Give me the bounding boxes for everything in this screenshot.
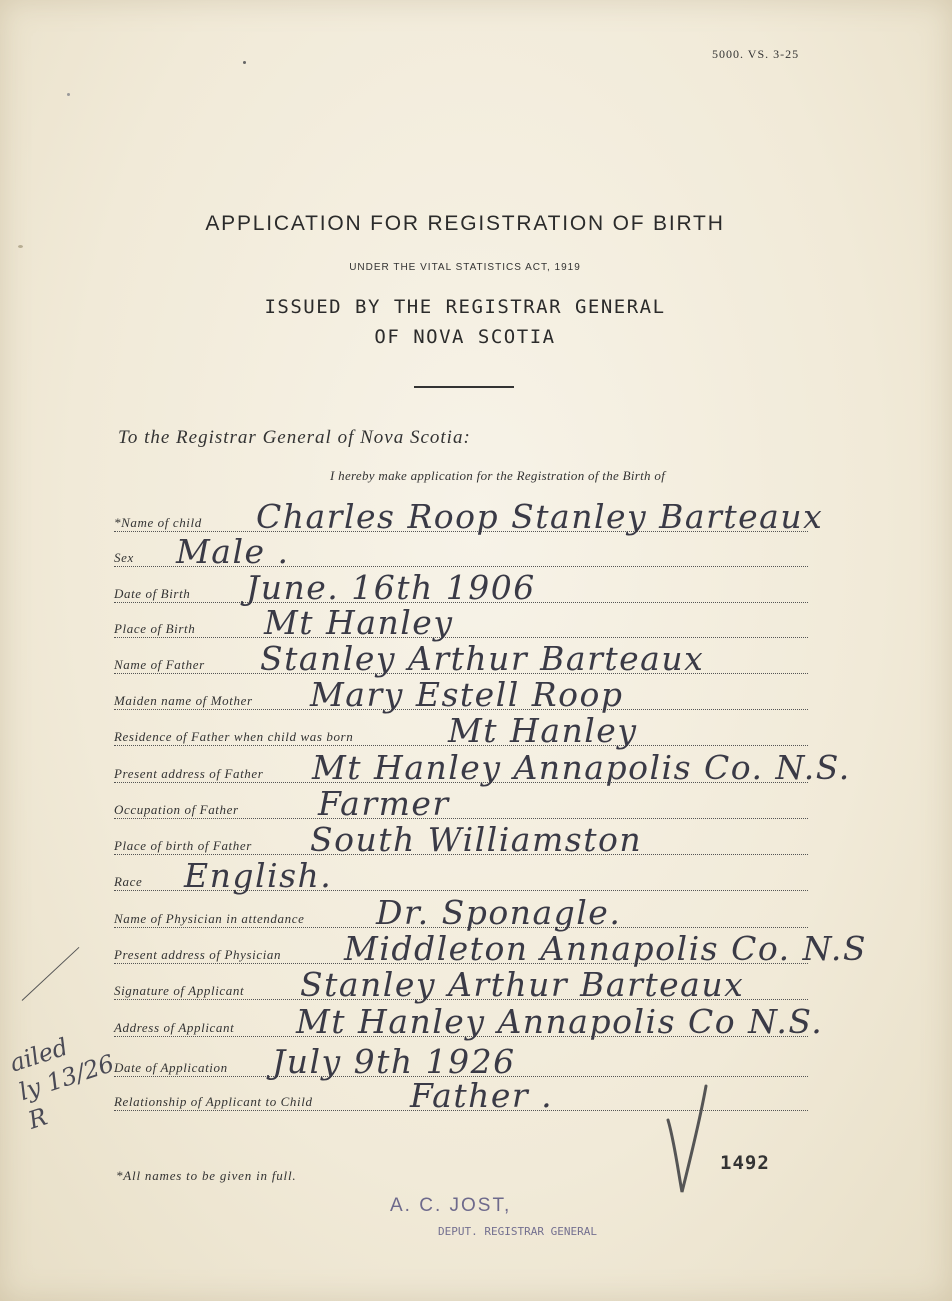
field-label: Sex xyxy=(114,550,134,565)
field-label: Residence of Father when child was born xyxy=(114,729,354,744)
field-label: Date of Birth xyxy=(114,586,191,601)
field-row-father-occupation xyxy=(114,784,808,823)
field-row-place-of-birth xyxy=(114,603,808,642)
serial-number: 1492 xyxy=(720,1152,770,1174)
application-statement: I hereby make application for the Registration of the Birth of xyxy=(330,468,666,483)
field-row-race xyxy=(114,856,808,895)
field-value-mother-maiden-name: Mary Estell Roop xyxy=(310,675,624,714)
field-value-place-of-birth: Mt Hanley xyxy=(264,603,454,642)
field-value-father-birthplace: South Williamston xyxy=(310,820,643,859)
field-value-physician-address: Middleton Annapolis Co. N.S xyxy=(344,929,867,968)
field-row-father-address xyxy=(114,748,851,787)
check-mark-icon xyxy=(660,1080,720,1200)
field-label: *Name of child xyxy=(114,515,202,530)
form-subtitle: UNDER THE VITAL STATISTICS ACT, 1919 xyxy=(349,262,581,273)
field-value-applicant-signature: Stanley Arthur Barteaux xyxy=(300,965,745,1004)
field-label: Signature of Applicant xyxy=(114,983,245,998)
field-label: Race xyxy=(114,874,143,889)
field-value-applicant-address: Mt Hanley Annapolis Co N.S. xyxy=(296,1002,824,1041)
field-value-date-of-birth: June. 16th 1906 xyxy=(246,568,536,607)
field-row-physician-address xyxy=(114,929,867,968)
footnote: *All names to be given in full. xyxy=(116,1168,297,1183)
margin-note: ailed ly 13/26 R xyxy=(6,1032,118,1135)
field-row-father-name xyxy=(114,639,808,678)
field-row-physician-name xyxy=(114,893,808,932)
field-label: Maiden name of Mother xyxy=(114,693,253,708)
field-row-applicant-signature xyxy=(114,965,808,1004)
field-value-sex: Male . xyxy=(176,532,290,571)
field-label: Address of Applicant xyxy=(114,1020,235,1035)
field-label: Name of Father xyxy=(114,657,205,672)
field-label: Occupation of Father xyxy=(114,802,239,817)
field-value-physician-name: Dr. Sponagle. xyxy=(376,893,622,932)
field-row-father-birthplace xyxy=(114,820,808,859)
field-label: Present address of Physician xyxy=(114,947,282,962)
stamp-title: DEPUT. REGISTRAR GENERAL xyxy=(438,1225,597,1238)
field-label: Place of birth of Father xyxy=(114,838,252,853)
field-label: Present address of Father xyxy=(114,766,264,781)
field-value-father-name: Stanley Arthur Barteaux xyxy=(260,639,705,678)
issued-by-line-1: ISSUED BY THE REGISTRAR GENERAL xyxy=(264,296,666,318)
issued-by-line-2: OF NOVA SCOTIA xyxy=(374,326,556,348)
stamp-name: A. C. JOST, xyxy=(390,1195,512,1216)
field-label: Place of Birth xyxy=(114,621,196,636)
field-label: Date of Application xyxy=(114,1060,228,1075)
field-label: Relationship of Applicant to Child xyxy=(114,1094,313,1109)
field-value-father-residence: Mt Hanley xyxy=(448,711,638,750)
field-value-child-name: Charles Roop Stanley Barteaux xyxy=(256,497,824,536)
paper-speck xyxy=(243,61,246,64)
divider-rule xyxy=(414,386,514,388)
field-value-father-occupation: Farmer xyxy=(318,784,450,823)
paper-speck xyxy=(18,245,23,248)
field-row-father-residence xyxy=(114,711,808,750)
salutation: To the Registrar General of Nova Scotia: xyxy=(118,427,471,448)
field-value-application-date: July 9th 1926 xyxy=(272,1042,516,1081)
field-value-relationship: Father . xyxy=(410,1076,554,1115)
field-row-sex xyxy=(114,532,808,571)
form-code: 5000. VS. 3-25 xyxy=(712,47,800,61)
margin-stroke xyxy=(22,947,80,1001)
paper-speck xyxy=(67,93,70,96)
field-label: Name of Physician in attendance xyxy=(114,911,305,926)
form-title: APPLICATION FOR REGISTRATION OF BIRTH xyxy=(205,212,725,235)
field-value-father-address: Mt Hanley Annapolis Co. N.S. xyxy=(312,748,851,787)
field-row-date-of-birth xyxy=(114,568,808,607)
field-row-mother-maiden-name xyxy=(114,675,808,714)
field-row-applicant-address xyxy=(114,1002,824,1041)
field-value-race: English. xyxy=(184,856,333,895)
